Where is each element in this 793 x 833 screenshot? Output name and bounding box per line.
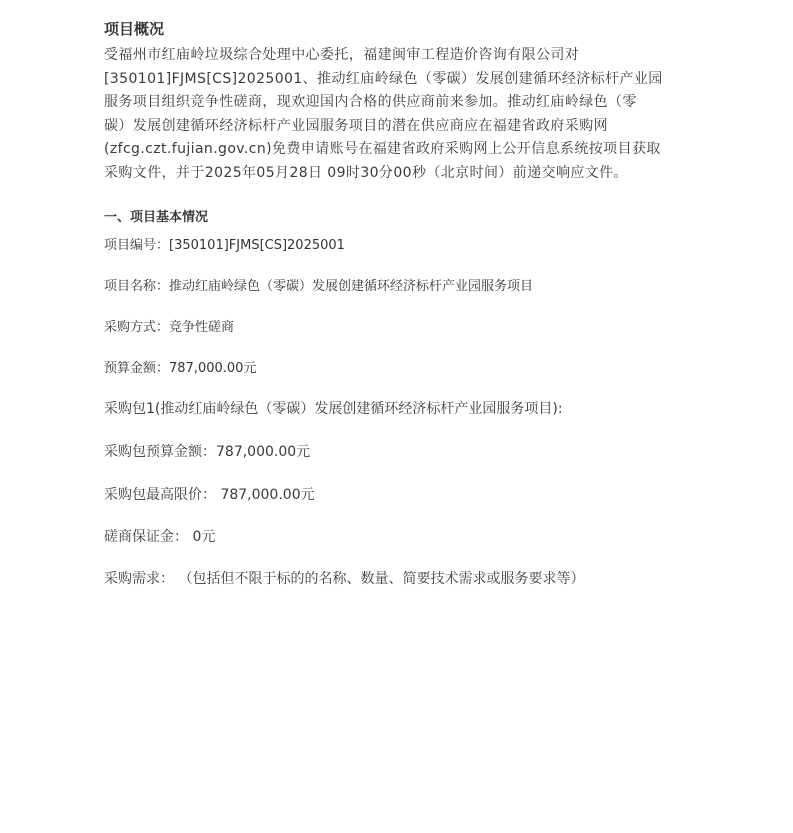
field-value: （包括但不限于标的的名称、数量、简要技术需求或服务要求等） (174, 571, 585, 587)
field-label: 项目名称： (104, 279, 170, 294)
field-label: 采购包最高限价： (104, 487, 216, 503)
field-label: 预算金额： (104, 361, 170, 376)
field-label: 项目编号： (104, 238, 170, 253)
intro-line: 碳）发展创建循环经济标杆产业园服务项目的潜在供应商应在福建省政府采购网 (104, 117, 608, 134)
intro-line: 服务项目组织竞争性磋商，现欢迎国内合格的供应商前来参加。推动红庙岭绿色（零 (104, 94, 637, 110)
field-deposit (104, 526, 215, 546)
project-overview (104, 18, 694, 185)
intro-line: (zfcg.czt.fujian.gov.cn)免费申请账号在福建省政府采购网上公开信息系统按项目获取 (104, 141, 661, 157)
field-value: 787,000.00元 (216, 444, 311, 460)
field-project-name (104, 275, 533, 294)
intro-line: [350101]FJMS[CS]2025001、推动红庙岭绿色（零碳）发展创建循环经济标杆产业园 (104, 70, 663, 87)
intro-line: 采购文件，并于2025年05月28日 09时30分00秒（北京时间）前递交响应文件。 (104, 164, 628, 181)
overview-paragraph (104, 44, 694, 185)
field-value: 推动红庙岭绿色（零碳）发展创建循环经济标杆产业园服务项目 (169, 279, 534, 294)
package-heading: 采购包1(推动红庙岭绿色（零碳）发展创建循环经济标杆产业园服务项目): (104, 401, 563, 417)
overview-title: 项目概况 (104, 20, 165, 38)
field-package-max-price (104, 484, 315, 504)
field-value: [350101]FJMS[CS]2025001 (169, 238, 345, 253)
field-label: 采购包预算金额： (104, 444, 216, 460)
intro-line: 受福州市红庙岭垃圾综合处理中心委托，福建闽审工程造价咨询有限公司对 (104, 47, 580, 63)
field-budget-amount (104, 357, 256, 376)
field-value: 787,000.00元 (169, 361, 257, 376)
field-label: 采购需求： (104, 571, 174, 587)
field-value: 竞争性磋商 (169, 320, 235, 335)
section-heading-basic-info: 一、项目基本情况 (104, 210, 209, 225)
field-label: 磋商保证金： (104, 529, 188, 545)
field-package-budget (104, 441, 310, 461)
field-procurement-method (104, 316, 234, 335)
field-project-number (104, 234, 345, 253)
field-label: 采购方式： (104, 320, 170, 335)
field-procurement-requirements (104, 568, 584, 588)
field-value: 787,000.00元 (216, 487, 315, 503)
field-value: 0元 (188, 529, 216, 545)
